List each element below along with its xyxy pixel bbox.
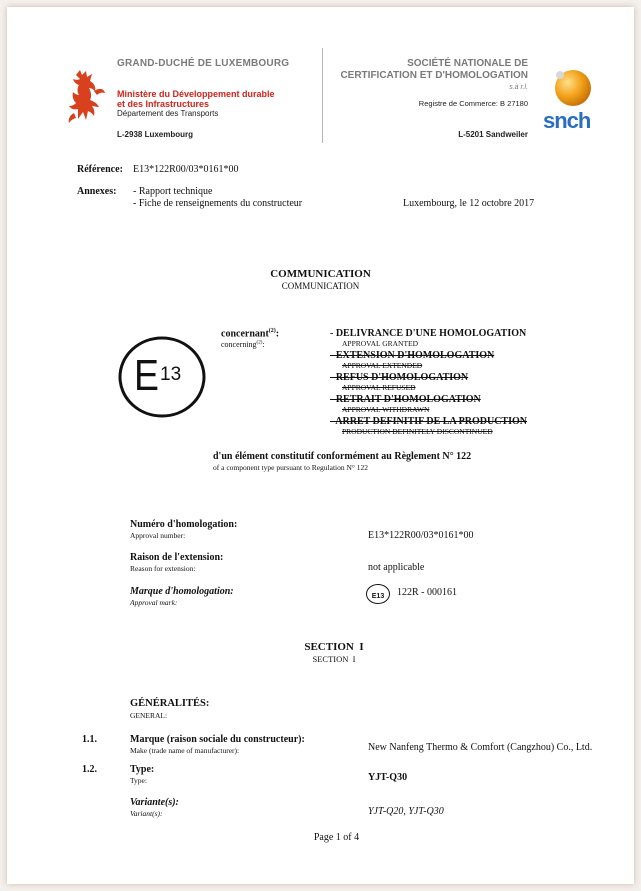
general-title: GÉNÉRALITÉS:	[130, 698, 210, 709]
organisation-legal-form: s.à r.l.	[509, 84, 528, 91]
annex-item: - Rapport technique	[133, 186, 213, 197]
section-subtitle: SECTION I	[312, 654, 356, 664]
status-refused: - REFUS D'HOMOLOGATION APPROVAL REFUSED	[330, 372, 469, 392]
address-left: L-2938 Luxembourg	[117, 130, 194, 139]
item-number: 1.2.	[82, 764, 97, 775]
snch-sphere-icon	[551, 66, 593, 108]
ministry-line-1: Ministère du Développement durable	[117, 89, 275, 99]
type-value: YJT-Q30	[368, 772, 408, 783]
status-withdrawn: - RETRAIT D'HOMOLOGATION APPROVAL WITHDRAWN	[330, 394, 481, 414]
make-value: New Nanfeng Thermo & Comfort (Cangzhou) Co., Ltd.	[368, 742, 593, 753]
extension-reason-label-en: Reason for extension:	[130, 564, 196, 573]
extension-reason-label: Raison de l'extension:	[130, 552, 224, 563]
component-statement-en: of a component type pursuant to Regulation N° 122	[213, 463, 369, 472]
ministry-line-2: et des Infrastructures	[117, 99, 210, 109]
item-number: 1.1.	[82, 734, 97, 745]
approval-mark-badge	[366, 584, 390, 604]
organisation-line-2: CERTIFICATION ET D'HOMOLOGATION	[340, 70, 528, 81]
ministry-name	[117, 89, 317, 109]
concerning-label-en: concerning$^{(2)}$:	[221, 340, 265, 349]
communication-title: COMMUNICATION	[270, 268, 371, 280]
e-mark-number: 13	[160, 364, 182, 385]
concerning-label-fr: concernant$^{(2)}$:	[221, 328, 280, 340]
red-lion-icon	[64, 69, 108, 127]
extension-reason-value: not applicable	[368, 562, 425, 573]
annex-item: - Fiche de renseignements du constructeur	[133, 198, 303, 209]
organisation-line-1: SOCIÉTÉ NATIONALE DE	[407, 58, 528, 69]
status-extended: - EXTENSION D'HOMOLOGATION APPROVAL EXTENDED	[330, 350, 495, 370]
type-label: Type:	[130, 764, 155, 775]
header-divider	[322, 48, 323, 143]
make-label-en: Make (trade name of manufacturer):	[130, 746, 240, 755]
place-date: Luxembourg, le 12 octobre 2017	[403, 198, 535, 209]
e-mark-letter: E	[134, 351, 159, 400]
approval-number-value: E13*122R00/03*0161*00	[368, 530, 474, 541]
country-name: GRAND-DUCHÉ DE LUXEMBOURG	[117, 58, 290, 69]
approval-number-label: Numéro d'homologation:	[130, 519, 238, 530]
status-granted: - DELIVRANCE D'UNE HOMOLOGATION APPROVAL GRANTED	[330, 328, 527, 348]
variants-label-en: Variant(s):	[130, 809, 163, 818]
annexes-list	[133, 186, 302, 210]
variants-value: YJT-Q20, YJT-Q30	[368, 806, 444, 817]
general-title-en: GENERAL:	[130, 711, 168, 720]
type-label-en: Type:	[130, 776, 147, 785]
organisation-name	[340, 58, 528, 82]
communication-subtitle: COMMUNICATION	[281, 281, 360, 291]
section-title: SECTION I	[304, 641, 364, 653]
status-discontinued: - ARRET DEFINITIF DE LA PRODUCTION PRODUCTION DEFINITELY DISCONTINUED	[330, 416, 527, 436]
component-statement: d'un élément constitutif conformément au Règlement N° 122	[213, 451, 472, 462]
approval-mark-label: Marque d'homologation:	[130, 586, 234, 597]
page-number: Page 1 of 4	[313, 832, 360, 843]
snch-logo-text: snch	[543, 108, 591, 133]
reference-label: Référence:	[77, 164, 123, 175]
trade-registry: Registre de Commerce: B 27180	[418, 99, 528, 108]
make-label: Marque (raison sociale du constructeur):	[130, 734, 305, 745]
address-right: L-5201 Sandweiler	[458, 130, 528, 139]
department-name: Département des Transports	[117, 109, 219, 118]
variants-label: Variante(s):	[130, 797, 179, 808]
approval-number-label-en: Approval number:	[130, 531, 186, 540]
annexes-label: Annexes:	[77, 186, 117, 197]
approval-mark-label-en: Approval mark:	[130, 598, 178, 607]
approval-mark-badge-text: E13	[371, 593, 385, 600]
status-list	[330, 328, 527, 438]
approval-mark-value: 122R - 000161	[397, 587, 457, 598]
reference-value: E13*122R00/03*0161*00	[133, 164, 239, 175]
